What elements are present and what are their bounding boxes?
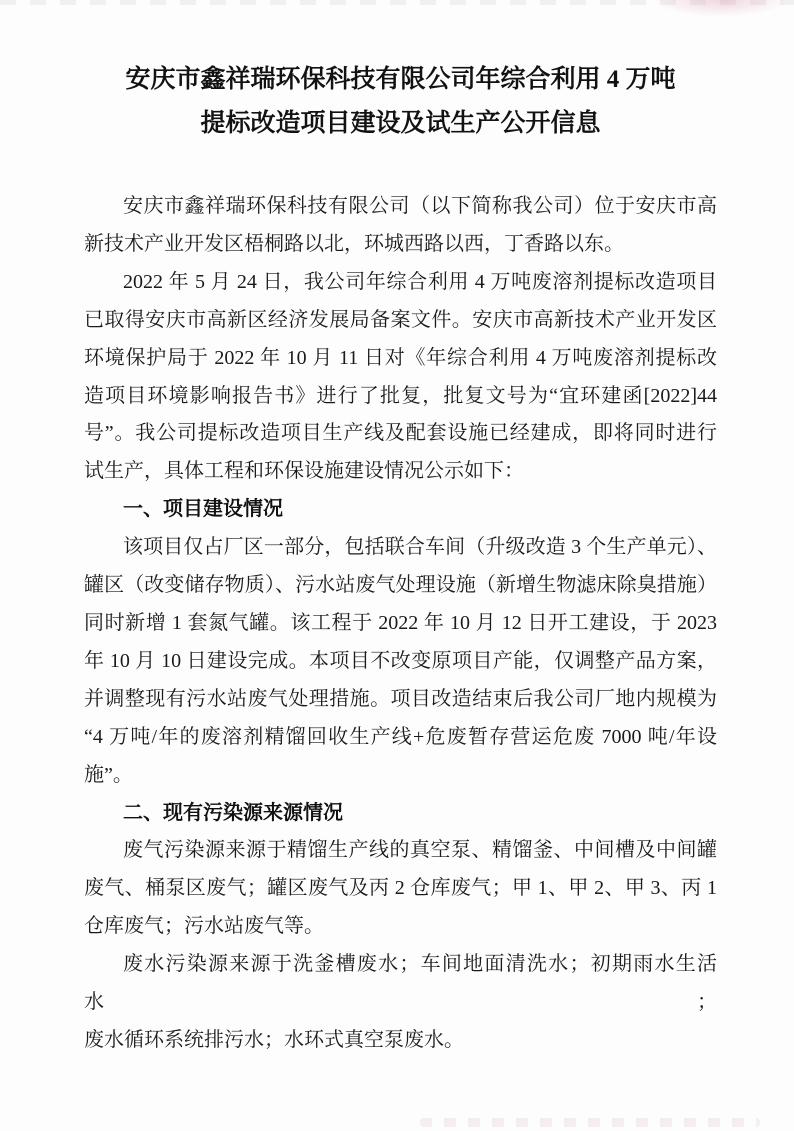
document-content — [84, 0, 717, 1060]
text-line: 废水污染源来源于洗釜槽废水；车间地面清洗水；初期雨水生活水； — [84, 953, 717, 1014]
text-line: 废水循环系统排污水；水环式真空泵废水。 — [84, 1028, 464, 1051]
text-line: 试生产，具体工程和环保设施建设情况公示如下： — [84, 460, 524, 483]
text-line: 同时新增 1 套氮气罐。该工程于 2022 年 10 月 12 日开工建设，于 2023 — [84, 611, 717, 634]
document-title-line-2: 提标改造项目建设及试生产公开信息 — [200, 110, 601, 137]
section-heading: 二、现有污染源来源情况 — [123, 801, 343, 824]
text-line: 仓库废气；污水站废气等。 — [84, 915, 324, 938]
text-line: 该项目仅占厂区一部分，包括联合车间（升级改造 3 个生产单元）、 — [123, 536, 717, 559]
text-line: 号”。我公司提标改造项目生产线及配套设施已经建成，即将同时进行 — [84, 422, 717, 445]
section-heading: 一、项目建设情况 — [123, 498, 283, 521]
text-line: 已取得安庆市高新区经济发展局备案文件。安庆市高新技术产业开发区 — [84, 308, 717, 331]
text-line: 废气、桶泵区废气；罐区废气及丙 2 仓库废气；甲 1、甲 2、甲 3、丙 1 — [84, 877, 717, 900]
text-line: “4 万吨/年的废溶剂精馏回收生产线+危废暂存营运危废 7000 吨/年设 — [84, 725, 717, 748]
text-line: 废气污染源来源于精馏生产线的真空泵、精馏釜、中间槽及中间罐 — [123, 839, 717, 862]
document-body — [84, 188, 717, 1060]
text-line: 并调整现有污水站废气处理措施。项目改造结束后我公司厂地内规模为 — [84, 687, 717, 710]
text-line: 2022 年 5 月 24 日，我公司年综合利用 4 万吨废溶剂提标改造项目 — [123, 270, 717, 293]
text-line: 施”。 — [84, 763, 133, 786]
text-line: 造项目环境影响报告书》进行了批复，批复文号为“宜环建函[2022]44 — [84, 384, 717, 407]
text-line: 安庆市鑫祥瑞环保科技有限公司（以下简称我公司）位于安庆市高 — [123, 195, 717, 217]
text-line: 年 10 月 10 日建设完成。本项目不改变原项目产能，仅调整产品方案， — [84, 649, 717, 672]
text-line: 新技术产业开发区梧桐路以北，环城西路以西，丁香路以东。 — [84, 232, 624, 255]
text-line: 罐区（改变储存物质）、污水站废气处理设施（新增生物滤床除臭措施） — [84, 574, 717, 597]
text-line: 环境保护局于 2022 年 10 月 11 日对《年综合利用 4 万吨废溶剂提标改 — [84, 346, 717, 369]
document-title — [84, 58, 717, 146]
document-title-line-1: 安庆市鑫祥瑞环保科技有限公司年综合利用 4 万吨 — [125, 66, 676, 93]
scan-artifact-bottom-edge — [420, 1118, 760, 1127]
